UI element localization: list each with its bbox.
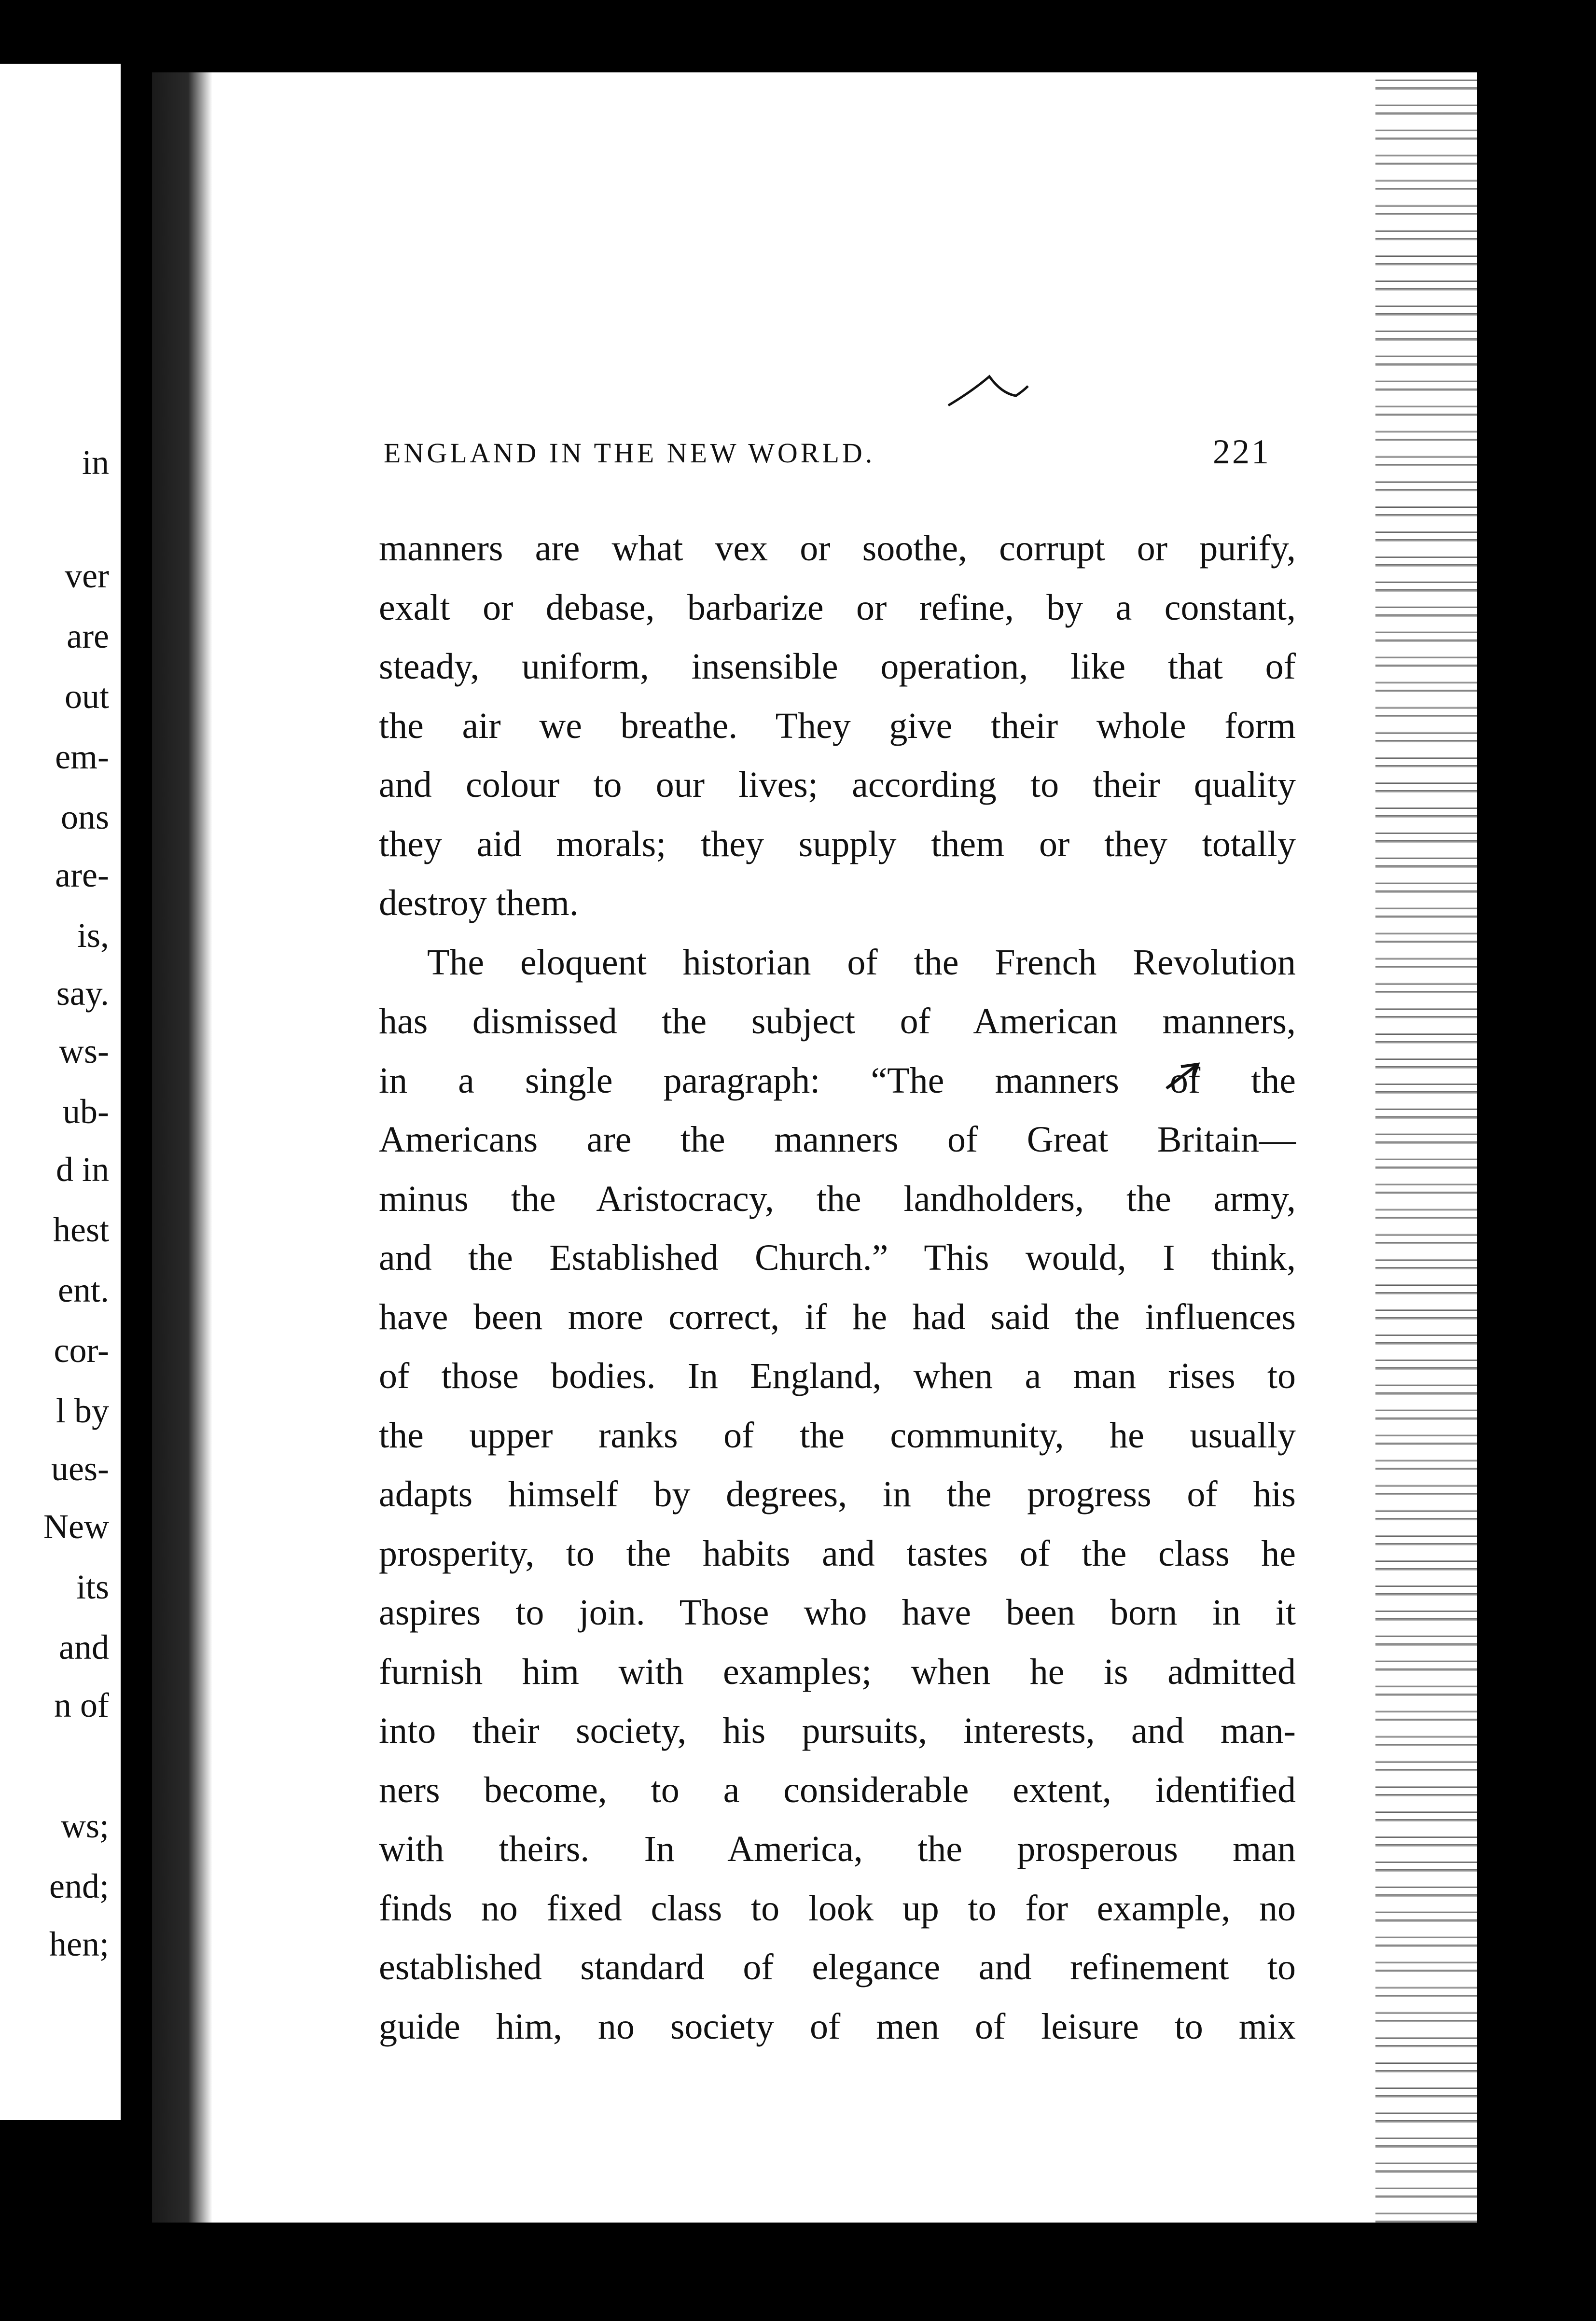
facing-page-fragment: are- [55,856,109,894]
facing-page-strip [0,64,121,2120]
facing-page-fragment: n of [54,1686,109,1724]
facing-page-fragment: in [82,443,109,482]
text-line: destroy them. [379,883,579,923]
page-body-text [379,519,1296,2056]
facing-page-fragment: is, [77,916,109,955]
facing-page-fragment: ues- [51,1449,109,1488]
facing-page-fragment: ver [65,556,109,595]
text-line: furnish him with examples; when he is admitted [379,1651,1296,1692]
text-line: ners become, to a considerable extent, identified [379,1769,1296,1810]
facing-page-fragment: cor- [54,1331,109,1370]
text-line: aspires to join. Those who have been born in it [379,1592,1296,1633]
facing-page-fragment: hest [53,1210,109,1249]
running-head: ENGLAND IN THE NEW WORLD. [384,437,875,469]
text-line: guide him, no society of men of leisure to mix [379,2006,1296,2047]
text-line: established standard of elegance and refinement to [379,1947,1296,1987]
text-line: have been more correct, if he had said the influences [379,1296,1296,1337]
text-line: with theirs. In America, the prosperous man [379,1829,1296,1869]
facing-page-fragment: and [59,1628,109,1667]
text-line: in a single paragraph: “The manners of the [379,1060,1296,1101]
text-line: of those bodies. In England, when a man rises to [379,1356,1296,1396]
facing-page-fragment: ons [60,798,109,836]
facing-page-fragment: hen; [49,1925,109,1963]
facing-page-fragment: say. [56,974,109,1013]
text-line: prosperity, to the habits and tastes of the class he [379,1533,1296,1574]
facing-page-fragment: l by [56,1391,109,1430]
text-line: and colour to our lives; according to their quality [379,764,1296,805]
facing-page-fragment: are [67,617,109,655]
text-line: and the Established Church.” This would, I think, [379,1237,1296,1278]
text-line: the air we breathe. They give their whole form [379,705,1296,746]
facing-page-fragment: ws- [59,1032,109,1070]
facing-page-fragment: its [76,1568,109,1606]
text-line: into their society, his pursuits, interests, and man- [379,1710,1296,1751]
page-number: 221 [1213,432,1271,471]
facing-page-fragment: ws; [60,1807,109,1845]
text-line: Americans are the manners of Great Britain— [379,1119,1296,1160]
text-line: manners are what vex or soothe, corrupt or purify, [379,528,1296,569]
pencil-flourish-mark [944,367,1040,410]
text-line: The eloquent historian of the French Revolution [427,942,1296,983]
text-line: steady, uniform, insensible operation, like that of [379,646,1296,687]
facing-page-fragment: out [64,677,109,716]
facing-page-fragment: ent. [58,1271,109,1309]
page-edge-shadow [1375,72,1477,2223]
facing-page-fragment: em- [55,737,109,776]
text-line: they aid morals; they supply them or they totally [379,823,1296,864]
text-line: exalt or debase, barbarize or refine, by a constant, [379,587,1296,628]
text-line: minus the Aristocracy, the landholders, the army, [379,1178,1296,1219]
facing-page-fragment: d in [56,1150,109,1189]
text-line: the upper ranks of the community, he usually [379,1415,1296,1456]
text-line: finds no fixed class to look up to for example, no [379,1888,1296,1929]
text-line: adapts himself by degrees, in the progress of his [379,1474,1296,1515]
book-page [152,72,1477,2223]
facing-page-fragment: ub- [63,1092,109,1131]
facing-page-fragment: end; [49,1867,109,1905]
facing-page-fragment: New [43,1507,109,1546]
text-line: has dismissed the subject of American manners, [379,1001,1296,1042]
